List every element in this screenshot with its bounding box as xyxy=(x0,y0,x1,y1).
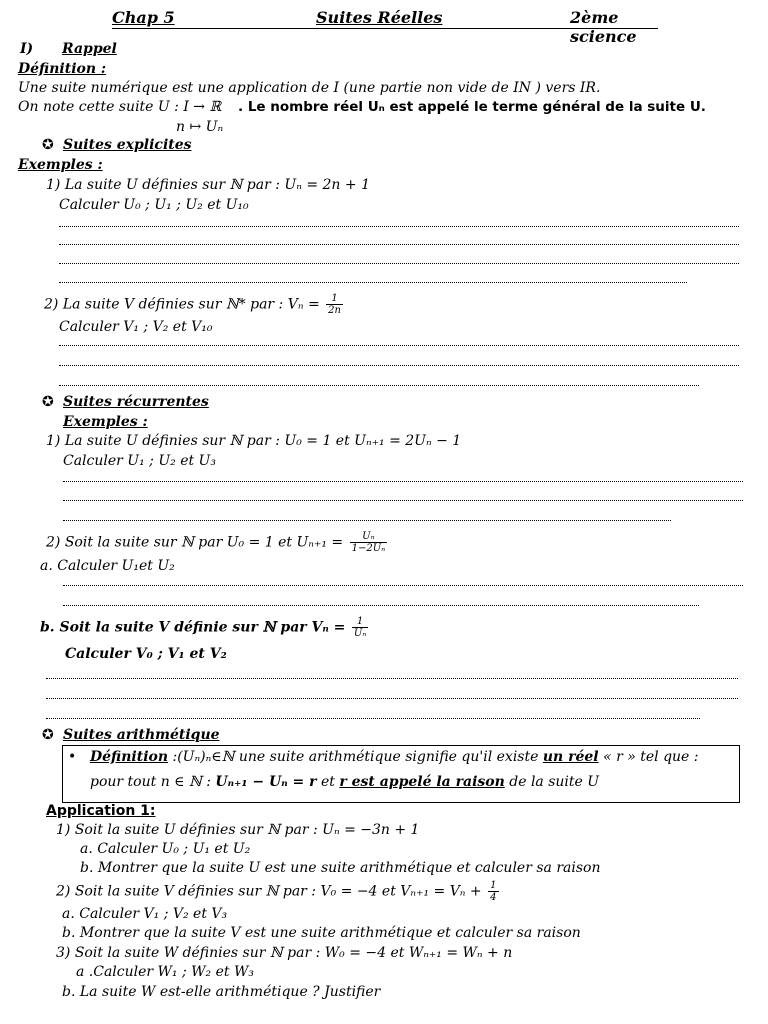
arith-definition-end: de la suite U xyxy=(504,774,600,790)
fraction-numerator: 1 xyxy=(490,880,497,891)
arith-definition-et: et xyxy=(316,774,340,790)
answer-line xyxy=(59,282,687,283)
answer-line xyxy=(46,718,700,719)
arith-definition-formula: Uₙ₊₁ − Uₙ = r xyxy=(215,774,317,790)
fraction xyxy=(488,880,498,903)
application-q3a: a .Calculer W₁ ; W₂ et W₃ xyxy=(76,964,254,980)
chapter-label: Chap 5 xyxy=(112,8,175,27)
arith-definition-text2: « r » tel que : xyxy=(598,749,699,765)
fraction-denominator: 4 xyxy=(490,892,497,903)
application-q2a: a. Calculer V₁ ; V₂ et V₃ xyxy=(62,906,228,922)
application-q1b: b. Montrer que la suite U est une suite arithmétique et calculer sa raison xyxy=(80,860,601,876)
fraction-numerator: 1 xyxy=(352,616,368,628)
definition-heading: Définition : xyxy=(18,61,107,77)
fraction-denominator: 1−2Uₙ xyxy=(351,543,386,554)
star-bullet-icon: ✪ xyxy=(42,137,54,153)
application-heading: Application 1: xyxy=(46,803,156,819)
arith-definition-forall: pour tout n ∈ ℕ : xyxy=(90,774,216,790)
page-header xyxy=(112,6,658,46)
round-bullet-icon: • xyxy=(68,749,77,765)
answer-line xyxy=(63,585,743,586)
answer-line xyxy=(59,226,739,227)
recurrent-example2 xyxy=(46,531,389,554)
answer-line xyxy=(59,385,699,386)
answer-line xyxy=(59,365,739,366)
definition-line2b: . Le nombre réel Uₙ est appelé le terme général de la suite U. xyxy=(238,99,706,115)
fraction-numerator: 1 xyxy=(326,293,343,305)
fraction-denominator: 2n xyxy=(328,305,341,316)
star-bullet-icon: ✪ xyxy=(42,394,54,410)
answer-line xyxy=(63,500,743,501)
recurrent-example2-text: 2) Soit la suite sur ℕ par U₀ = 1 et Uₙ₊₁ = xyxy=(46,534,344,551)
page-title: Suites Réelles xyxy=(316,8,443,27)
fraction xyxy=(350,531,388,554)
explicit-example2-text: 2) La suite V définies sur ℕ* par : Vₙ = xyxy=(44,296,320,313)
arith-definition-reel: un réel xyxy=(542,749,599,765)
answer-line xyxy=(59,345,739,346)
application-q3: 3) Soit la suite W définies sur ℕ par : W₀ = −4 et Wₙ₊₁ = Wₙ + n xyxy=(56,945,513,961)
section-number: I) xyxy=(20,41,34,57)
arith-title: Suites arithmétique xyxy=(63,727,220,743)
application-q2-text: 2) Soit la suite V définies sur ℕ par : V₀ = −4 et Vₙ₊₁ = Vₙ + xyxy=(56,883,482,900)
answer-line xyxy=(46,698,738,699)
explicit-example2 xyxy=(44,293,345,316)
answer-line xyxy=(63,481,743,482)
recurrent-example2-b-calc: Calculer V₀ ; V₁ et V₂ xyxy=(65,646,227,662)
definition-line2a: On note cette suite U : I → ℝ xyxy=(18,99,222,115)
arith-definition-text: :(Uₙ)ₙ∈ℕ une suite arithmétique signifie qu'il existe xyxy=(168,749,543,765)
arith-definition-raison: r est appelé la raison xyxy=(339,774,505,790)
fraction-denominator: Uₙ xyxy=(353,628,367,639)
answer-line xyxy=(63,520,671,521)
answer-line xyxy=(59,263,739,264)
arith-definition-line1 xyxy=(90,748,699,766)
section-title: Rappel xyxy=(62,41,117,57)
recurrent-title: Suites récurrentes xyxy=(63,394,209,410)
explicit-example2-calc: Calculer V₁ ; V₂ et V₁₀ xyxy=(59,319,213,335)
answer-line xyxy=(59,244,739,245)
star-bullet-icon: ✪ xyxy=(42,727,54,743)
level-label: 2ème science xyxy=(570,8,637,46)
explicit-example1: 1) La suite U définies sur ℕ par : Uₙ = 2n + 1 xyxy=(46,177,370,193)
recurrent-example1: 1) La suite U définies sur ℕ par : U₀ = 1 et Uₙ₊₁ = 2Uₙ − 1 xyxy=(46,433,462,449)
explicit-title: Suites explicites xyxy=(63,137,192,153)
explicit-example1-calc: Calculer U₀ ; U₁ ; U₂ et U₁₀ xyxy=(59,197,249,213)
arith-definition-line2 xyxy=(90,773,599,791)
explicit-examples-heading: Exemples : xyxy=(18,157,103,173)
recurrent-examples-heading: Exemples : xyxy=(63,414,148,430)
application-q2b: b. Montrer que la suite V est une suite arithmétique et calculer sa raison xyxy=(62,925,581,941)
recurrent-example2-b-text: b. Soit la suite V définie sur ℕ par Vₙ = xyxy=(40,619,346,636)
application-q1a: a. Calculer U₀ ; U₁ et U₂ xyxy=(80,841,251,857)
fraction xyxy=(352,616,368,639)
fraction-numerator: Uₙ xyxy=(350,531,388,543)
recurrent-example2-b xyxy=(40,616,370,639)
application-q3b: b. La suite W est-elle arithmétique ? Justifier xyxy=(62,984,381,1000)
arith-definition-label: Définition xyxy=(90,749,169,765)
definition-line1: Une suite numérique est une application de I (une partie non vide de IN ) vers IR. xyxy=(18,80,601,96)
answer-line xyxy=(63,605,699,606)
fraction xyxy=(326,293,343,316)
recurrent-example2-a: a. Calculer U₁et U₂ xyxy=(40,558,175,574)
recurrent-example1-calc: Calculer U₁ ; U₂ et U₃ xyxy=(63,453,216,469)
answer-line xyxy=(46,678,738,679)
application-q1: 1) Soit la suite U définies sur ℕ par : Uₙ = −3n + 1 xyxy=(56,822,420,838)
definition-map: n ↦ Uₙ xyxy=(176,119,224,135)
application-q2 xyxy=(56,880,501,903)
